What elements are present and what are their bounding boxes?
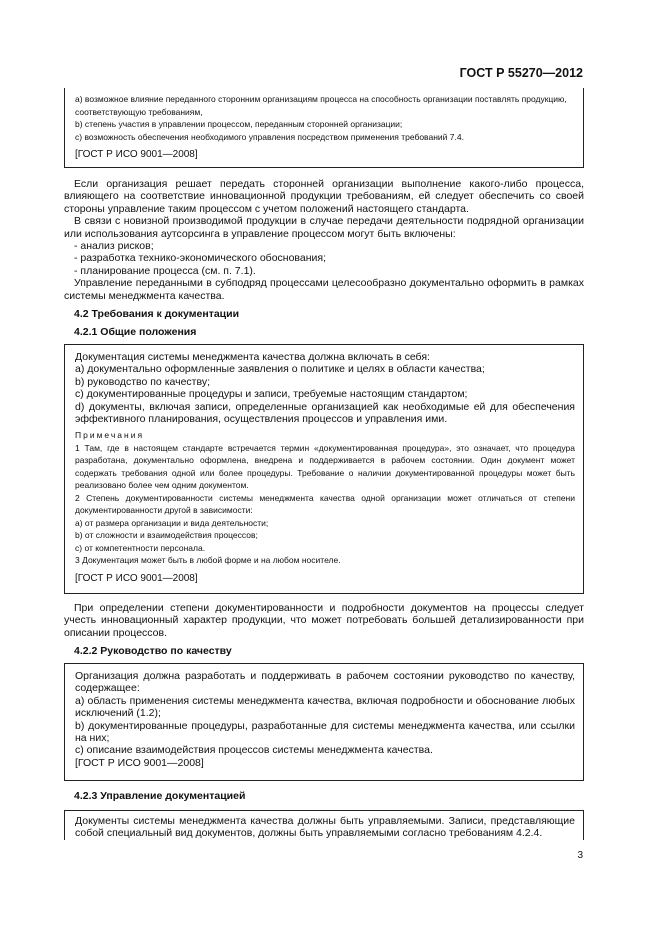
box4-text: Документы системы менеджмента качества должны быть управляемыми. Записи, представляющие собой специальный вид документов, должны быть управляемыми согласно требованиям 4.2.4. [75, 815, 575, 840]
quote-box-outsourcing [64, 88, 584, 168]
box2-item: c) документированные процедуры и записи, требуемые настоящим стандартом; [75, 388, 468, 401]
box1-item-c: c) возможность обеспечения необходимого управления посредством применения требований 7.4. [75, 131, 464, 142]
box3-item: a) область применения системы менеджмента качества, включая подробности и обоснование любых исключений (1.2); [75, 694, 575, 720]
note: 3 Документация может быть в любой форме и на любом носителе. [75, 555, 341, 566]
list-item: - анализ рисков; [74, 240, 154, 253]
section-heading: 4.2 Требования к документации [74, 308, 240, 321]
box2-item: a) документально оформленные заявления о политике и целях в области качества; [75, 363, 485, 376]
note-item: b) от сложности и взаимодействия процессов; [75, 530, 258, 541]
box3-item: b) документированные процедуры, разработанные для системы менеджмента качества, или ссылки на них; [75, 719, 575, 745]
box2-item: b) руководство по качеству; [75, 375, 211, 388]
box3-item: c) описание взаимодействия процессов системы менеджмента качества. [75, 744, 433, 757]
section-heading: 4.2.1 Общие положения [74, 326, 197, 339]
section-heading: 4.2.3 Управление документацией [74, 790, 246, 802]
box1-item-b: b) степень участия в управлении процессом, переданным сторонней организации; [75, 119, 403, 129]
note: 2 Степень документированности системы менеджмента качества одной организации может отличаться от степени документированности другой в зависимости: [75, 492, 575, 516]
box1-item-a: a) возможное влияние переданного сторонним организациям процесса на способность организации поставлять продукцию, соответствующую требованиям, [75, 94, 567, 117]
quote-box-documentation [64, 344, 584, 594]
notes-title: Примечания [75, 430, 145, 441]
list-item: - разработка технико-экономического обоснования; [74, 252, 326, 265]
box2-item: d) документы, включая записи, определенные организацией как необходимые ей для обеспечения эффективного планирования, осуществления процессов и управления ими. [75, 400, 575, 426]
quality-manual-text [64, 602, 584, 657]
outsourcing-text [64, 178, 584, 338]
list-item: - планирование процесса (см. п. 7.1). [74, 264, 256, 277]
document-id: ГОСТ Р 55270—2012 [459, 66, 583, 80]
note: 1 Там, где в настоящем стандарте встречается термин «документированная процедура», это означает, что процедура разработана, документально оформлена, внедрена и поддерживается в рабочем состоянии. Один документ может содержать требования одной или более процедуры. Требование о наличии документированной процедуры может быть реализовано более чем одним документом. [75, 442, 575, 491]
box3-reference: [ГОСТ Р ИСО 9001—2008] [75, 756, 204, 769]
box2-reference: [ГОСТ Р ИСО 9001—2008] [75, 572, 198, 584]
section-heading: 4.2.2 Руководство по качеству [74, 645, 232, 658]
box2-intro: Документация системы менеджмента качества должна включать в себя: [75, 351, 430, 363]
box3-intro: Организация должна разработать и поддерживать в рабочем состоянии руководство по качеству, содержащее: [75, 670, 575, 695]
page-number: 3 [577, 850, 583, 861]
paragraph: В связи с новизной производимой продукции в случае передачи деятельности подрядной организации или использования аутсорсинга в управление процессом могут быть включены: [64, 215, 584, 240]
quote-box-document-control [64, 810, 584, 840]
quote-box-quality-manual [64, 663, 584, 781]
paragraph: Если организация решает передать сторонней организации выполнение какого-либо процесса, влияющего на соответствие инновационной продукции требованиям, ей следует обеспечить со своей стороны управление таким процессом с учетом положений настоящего стандарта. [64, 178, 584, 215]
document-control-heading [64, 790, 584, 802]
note-item: c) от компетентности персонала. [75, 542, 206, 553]
paragraph: При определении степени документированности и подробности документов на процессы следует учесть инновационный характер продукции, что может потребовать большей детализированности при описании процессов. [64, 602, 584, 639]
box1-reference: [ГОСТ Р ИСО 9001—2008] [75, 149, 198, 160]
paragraph: Управление переданными в субподряд процессами целесообразно документально оформить в рамках системы менеджмента качества. [64, 277, 584, 302]
note-item: a) от размера организации и вида деятельности; [75, 517, 269, 528]
